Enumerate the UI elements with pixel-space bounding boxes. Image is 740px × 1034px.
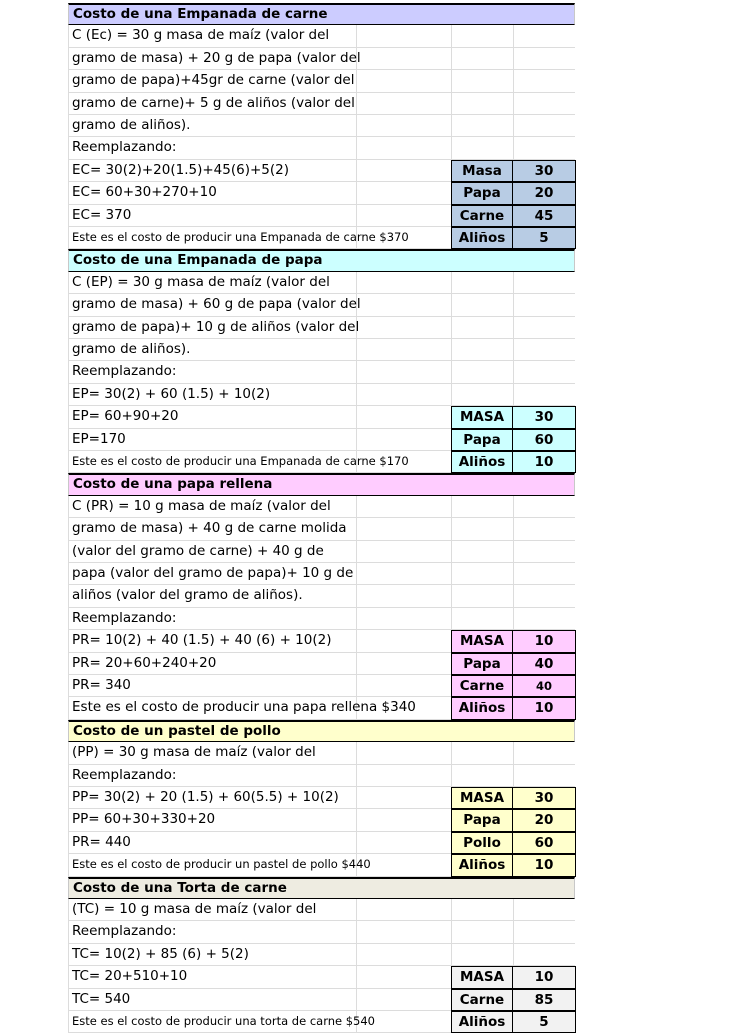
- row-text: EC= 370: [72, 206, 132, 223]
- cell-gridline: [451, 384, 452, 405]
- ingredient-value: 10: [513, 630, 576, 652]
- cell-gridline: [513, 70, 514, 91]
- row-text: EC= 60+30+270+10: [72, 184, 217, 201]
- cell-gridline: [356, 630, 357, 651]
- sheet-row: [68, 966, 575, 988]
- cell-gridline: [356, 70, 357, 91]
- cell-gridline: [451, 944, 452, 965]
- row-text: Reemplazando:: [72, 609, 177, 626]
- cell-gridline: [513, 115, 514, 136]
- ingredient-value: 30: [513, 160, 576, 182]
- ingredient-value: 30: [513, 787, 576, 809]
- sheet-row: [68, 496, 575, 518]
- row-text: gramo de masa) + 40 g de carne molida: [72, 520, 347, 537]
- ingredient-label: Carne: [451, 675, 513, 697]
- cell-gridline: [513, 93, 514, 114]
- row-text: Este es el costo de producir una Empanada de carne $170: [72, 454, 409, 468]
- cell-gridline: [356, 406, 357, 427]
- row-text: EP= 60+90+20: [72, 408, 179, 425]
- row-text: (valor del gramo de carne) + 40 g de: [72, 542, 324, 559]
- cell-gridline: [356, 205, 357, 226]
- row-text: EP=170: [72, 430, 126, 447]
- cell-gridline: [356, 182, 357, 203]
- cell-gridline: [356, 25, 357, 46]
- cell-gridline: [513, 608, 514, 629]
- row-text: gramo de papa)+ 10 g de aliños (valor del: [72, 318, 360, 335]
- sheet-row: [68, 137, 575, 159]
- sheet-row: [68, 205, 575, 227]
- cell-gridline: [356, 361, 357, 382]
- cell-gridline: [451, 137, 452, 158]
- sheet-row: [68, 675, 575, 697]
- cell-gridline: [513, 541, 514, 562]
- cell-gridline: [356, 809, 357, 830]
- cell-gridline: [451, 563, 452, 584]
- sheet-row: [68, 563, 575, 585]
- ingredient-value: 30: [513, 406, 576, 428]
- cell-gridline: [356, 765, 357, 786]
- row-text: C (Ec) = 30 g masa de maíz (valor del: [72, 27, 330, 44]
- sheet-row: [68, 160, 575, 182]
- cell-gridline: [513, 921, 514, 942]
- sheet-row: [68, 944, 575, 966]
- ingredient-value: 10: [513, 451, 576, 473]
- cell-gridline: [451, 541, 452, 562]
- sheet-row: [68, 272, 575, 294]
- sheet-row: [68, 989, 575, 1011]
- row-text: PP= 60+30+330+20: [72, 811, 216, 828]
- row-text: Este es el costo de producir una papa rellena $340: [72, 699, 416, 716]
- cell-gridline: [356, 115, 357, 136]
- sheet-row: [68, 182, 575, 204]
- row-text: C (PR) = 10 g masa de maíz (valor del: [72, 497, 331, 514]
- cell-gridline: [356, 675, 357, 696]
- cell-gridline: [356, 384, 357, 405]
- ingredient-value: 5: [513, 1011, 576, 1033]
- ingredient-label: Aliños: [451, 451, 513, 473]
- section-title: Costo de una Empanada de papa: [68, 249, 575, 271]
- cell-gridline: [513, 518, 514, 539]
- row-text: gramo de aliños).: [72, 341, 191, 357]
- sheet-row: [68, 787, 575, 809]
- cell-gridline: [451, 899, 452, 920]
- cell-gridline: [356, 563, 357, 584]
- ingredient-value: 10: [513, 966, 576, 988]
- cell-gridline: [451, 496, 452, 517]
- cell-gridline: [451, 742, 452, 763]
- ingredient-label: Carne: [451, 989, 513, 1011]
- row-text: C (EP) = 30 g masa de maíz (valor del: [72, 273, 330, 290]
- cell-gridline: [356, 272, 357, 293]
- ingredient-value: 5: [513, 227, 576, 249]
- sheet-row: [68, 317, 575, 339]
- cell-gridline: [451, 361, 452, 382]
- section-title: Costo de una Empanada de carne: [68, 3, 575, 25]
- cell-gridline: [513, 585, 514, 606]
- sheet-row: [68, 406, 575, 428]
- cell-gridline: [356, 137, 357, 158]
- cell-gridline: [356, 966, 357, 987]
- cell-gridline: [451, 317, 452, 338]
- section-title: Costo de un pastel de pollo: [68, 720, 575, 742]
- ingredient-label: Aliños: [451, 697, 513, 719]
- sheet-row: [68, 899, 575, 921]
- ingredient-value: 85: [513, 989, 576, 1011]
- cell-gridline: [356, 989, 357, 1010]
- sheet-row: [68, 765, 575, 787]
- cell-gridline: [451, 115, 452, 136]
- sheet-row: [68, 227, 575, 249]
- row-text: Este es el costo de producir una torta de carne $540: [72, 1014, 376, 1028]
- sheet-row: [68, 294, 575, 316]
- row-text: Este es el costo de producir una Empanada de carne $370: [72, 230, 409, 244]
- sheet-row: [68, 115, 575, 137]
- section-title: Costo de una papa rellena: [68, 473, 575, 495]
- cell-gridline: [513, 384, 514, 405]
- ingredient-value: 40: [513, 675, 576, 697]
- cell-gridline: [513, 25, 514, 46]
- sheet-row: [68, 585, 575, 607]
- sheet-row: [68, 653, 575, 675]
- cell-gridline: [451, 272, 452, 293]
- row-text: gramo de masa) + 60 g de papa (valor del: [72, 296, 361, 313]
- sheet-row: [68, 697, 575, 719]
- row-text: gramo de aliños).: [72, 117, 191, 133]
- row-text: EP= 30(2) + 60 (1.5) + 10(2): [72, 385, 271, 402]
- cell-gridline: [451, 339, 452, 360]
- sheet-row: [68, 832, 575, 854]
- cell-gridline: [513, 272, 514, 293]
- ingredient-label: MASA: [451, 406, 513, 428]
- cell-gridline: [513, 563, 514, 584]
- row-text: TC= 540: [72, 990, 131, 1007]
- sheet-row: [68, 608, 575, 630]
- cell-gridline: [356, 541, 357, 562]
- ingredient-label: Masa: [451, 160, 513, 182]
- sheet-row: [68, 384, 575, 406]
- cell-gridline: [513, 742, 514, 763]
- ingredient-value: 60: [513, 832, 576, 854]
- ingredient-label: MASA: [451, 966, 513, 988]
- ingredient-value: 60: [513, 429, 576, 451]
- row-text: Este es el costo de producir un pastel de pollo $440: [72, 857, 371, 872]
- cell-gridline: [451, 585, 452, 606]
- cell-gridline: [451, 518, 452, 539]
- ingredient-label: MASA: [451, 630, 513, 652]
- section-title: Costo de una Torta de carne: [68, 877, 575, 899]
- row-text: PR= 340: [72, 677, 131, 693]
- cell-gridline: [451, 921, 452, 942]
- ingredient-label: Aliños: [451, 1011, 513, 1033]
- ingredient-label: Carne: [451, 205, 513, 227]
- cell-gridline: [356, 518, 357, 539]
- ingredient-value: 10: [513, 697, 576, 719]
- sheet-row: [68, 48, 575, 70]
- cell-gridline: [451, 765, 452, 786]
- row-text: TC= 20+510+10: [72, 968, 188, 985]
- cell-gridline: [356, 608, 357, 629]
- row-text: TC= 10(2) + 85 (6) + 5(2): [72, 945, 249, 962]
- row-text: PR= 10(2) + 40 (1.5) + 40 (6) + 10(2): [72, 632, 332, 649]
- row-text: Reemplazando:: [72, 363, 177, 380]
- sheet-row: [68, 451, 575, 473]
- sheet-row: [68, 429, 575, 451]
- row-text: gramo de masa) + 20 g de papa (valor del: [72, 49, 361, 66]
- cell-gridline: [451, 70, 452, 91]
- sheet-row: [68, 854, 575, 876]
- cell-gridline: [356, 496, 357, 517]
- cell-gridline: [356, 832, 357, 853]
- cell-gridline: [356, 93, 357, 114]
- ingredient-value: 20: [513, 182, 576, 204]
- sheet-row: [68, 361, 575, 383]
- cell-gridline: [451, 25, 452, 46]
- row-text: PR= 440: [72, 833, 131, 850]
- cell-gridline: [451, 48, 452, 69]
- sheet-row: [68, 70, 575, 92]
- ingredient-label: Pollo: [451, 832, 513, 854]
- cell-gridline: [356, 944, 357, 965]
- sheet-row: [68, 339, 575, 361]
- ingredient-label: Aliños: [451, 227, 513, 249]
- ingredient-label: Papa: [451, 182, 513, 204]
- row-text: PP= 30(2) + 20 (1.5) + 60(5.5) + 10(2): [72, 789, 339, 805]
- sheet-row: [68, 1011, 575, 1033]
- cell-gridline: [356, 899, 357, 920]
- sheet-row: [68, 518, 575, 540]
- row-text: (TC) = 10 g masa de maíz (valor del: [72, 901, 317, 917]
- cell-gridline: [356, 742, 357, 763]
- sheet-row: [68, 630, 575, 652]
- cell-gridline: [513, 339, 514, 360]
- sheet-row: [68, 921, 575, 943]
- cell-gridline: [513, 899, 514, 920]
- cell-gridline: [513, 317, 514, 338]
- ingredient-value: 20: [513, 809, 576, 831]
- cell-gridline: [513, 294, 514, 315]
- cell-gridline: [356, 653, 357, 674]
- cell-gridline: [513, 496, 514, 517]
- row-text: PR= 20+60+240+20: [72, 654, 217, 671]
- cell-gridline: [513, 137, 514, 158]
- ingredient-label: Papa: [451, 653, 513, 675]
- sheet-row: [68, 541, 575, 563]
- ingredient-value: 45: [513, 205, 576, 227]
- cell-gridline: [356, 787, 357, 808]
- cell-gridline: [513, 48, 514, 69]
- row-text: EC= 30(2)+20(1.5)+45(6)+5(2): [72, 161, 289, 178]
- sheet-row: [68, 93, 575, 115]
- row-text: (PP) = 30 g masa de maíz (valor del: [72, 744, 316, 761]
- ingredient-label: Aliños: [451, 854, 513, 876]
- cell-gridline: [451, 608, 452, 629]
- ingredient-label: Papa: [451, 809, 513, 831]
- cell-gridline: [356, 429, 357, 450]
- row-text: papa (valor del gramo de papa)+ 10 g de: [72, 565, 354, 581]
- ingredient-label: MASA: [451, 787, 513, 809]
- cell-gridline: [513, 944, 514, 965]
- row-text: Reemplazando:: [72, 923, 177, 940]
- ingredient-value: 40: [513, 653, 576, 675]
- ingredient-label: Papa: [451, 429, 513, 451]
- cell-gridline: [356, 160, 357, 181]
- row-text: Reemplazando:: [72, 766, 177, 783]
- row-text: gramo de carne)+ 5 g de aliños (valor del: [72, 94, 355, 111]
- cell-gridline: [451, 93, 452, 114]
- ingredient-value: 10: [513, 854, 576, 876]
- sheet-row: [68, 809, 575, 831]
- cell-gridline: [513, 361, 514, 382]
- row-text: Reemplazando:: [72, 139, 177, 156]
- cell-gridline: [451, 294, 452, 315]
- cell-gridline: [513, 765, 514, 786]
- row-text: aliños (valor del gramo de aliños).: [72, 587, 303, 604]
- cell-gridline: [356, 921, 357, 942]
- row-text: gramo de papa)+45gr de carne (valor del: [72, 72, 355, 89]
- sheet-row: [68, 742, 575, 764]
- cell-gridline: [356, 339, 357, 360]
- sheet-row: [68, 25, 575, 47]
- cell-gridline: [356, 585, 357, 606]
